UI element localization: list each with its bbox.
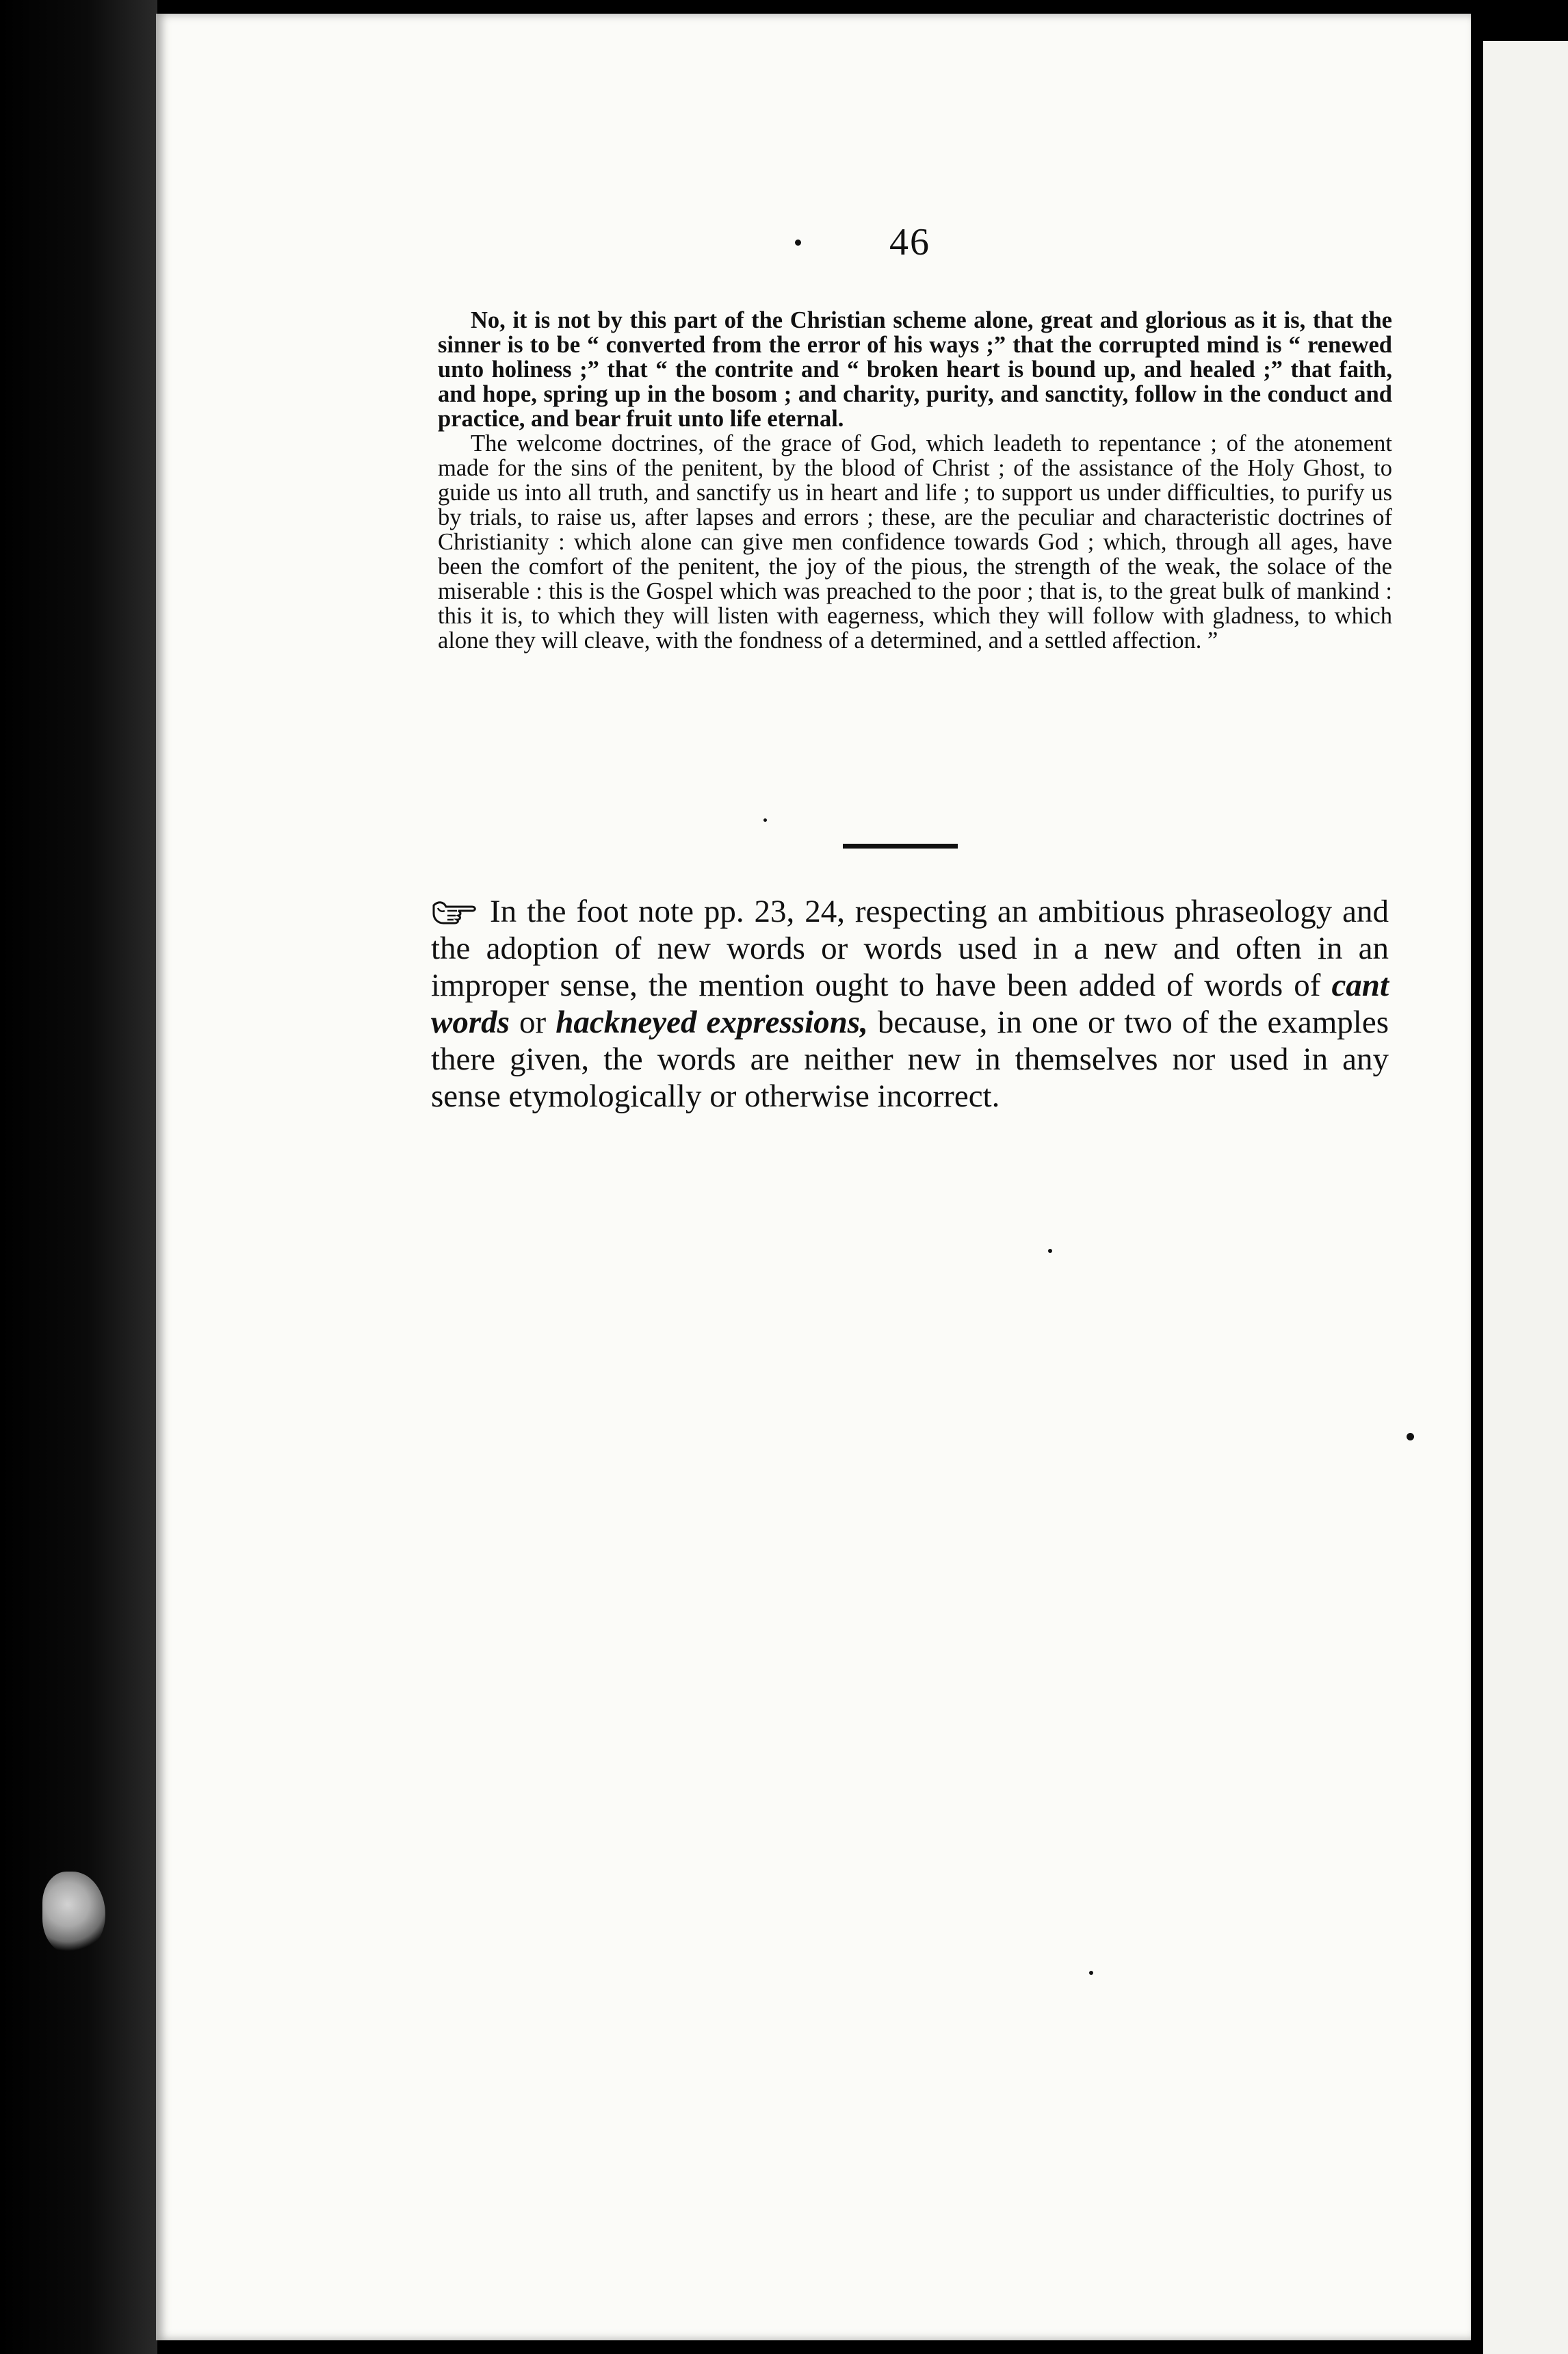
ink-speck <box>1407 1433 1414 1440</box>
quoted-passage <box>438 308 1392 653</box>
note-emphasis-cant-words: cant words <box>431 968 1389 1040</box>
note-text-start: In the foot note pp. 23, 24, respecting an ambitious phraseology and the adoption of new words or words used in a new and often in an improper sense, the mention ought to have been added of words of <box>431 894 1389 1003</box>
note-emphasis-hackneyed: hackneyed expressions, <box>556 1005 868 1040</box>
ink-speck <box>1089 1971 1093 1975</box>
book-spine-shadow <box>0 0 157 2354</box>
note-paragraph <box>431 893 1389 1115</box>
section-divider <box>843 844 958 849</box>
page-gutter <box>1471 14 1483 2354</box>
scan-blemish <box>42 1872 105 1954</box>
page-number: 46 <box>889 221 930 263</box>
ink-speck <box>763 818 767 822</box>
note-text-middle: or <box>509 1005 556 1040</box>
ink-speck <box>795 240 801 246</box>
note-text-end: because, in one or two of the examples there given, the words are neither new in themselves nor used in any sense etymologically or otherwise incorrect. <box>431 1005 1389 1114</box>
quote-paragraph-1: No, it is not by this part of the Christian scheme alone, great and glorious as it is, that the sinner is to be “ converted from the error of his ways ;” that the corrupted mind is “ renewed unto holiness ;” that “ the contrite and “ broken heart is bound up, and healed ;” that faith, and hope, spring up in the bosom ; and charity, purity, and sanctity, follow in the conduct and practice, and bear fruit unto life eternal. <box>438 307 1392 432</box>
manicule-icon <box>431 898 478 924</box>
ink-speck <box>1048 1249 1052 1253</box>
quote-paragraph-2: The welcome doctrines, of the grace of God, which leadeth to repentance ; of the atonement made for the sins of the penitent, by the blood of Christ ; of the assistance of the Holy Ghost, to guide us into all truth, and sanctify us in heart and life ; to support us under difficulties, to purify us by trials, to raise us, after lapses and errors ; these, are the peculiar and characteristic doctrines of Christianity : which alone can give men confidence towards God ; which, through all ages, have been the comfort of the penitent, the joy of the pious, the strength of the weak, the solace of the miserable : this is the Gospel which was preached to the poor ; that is, to the great bulk of mankind : this it is, to which they will listen with eagerness, which they will follow with gladness, to which alone they will cleave, with the fondness of a determined, and a settled affection. ” <box>438 430 1392 654</box>
author-note <box>431 893 1389 1115</box>
adjacent-page-edge <box>1483 41 1568 2354</box>
